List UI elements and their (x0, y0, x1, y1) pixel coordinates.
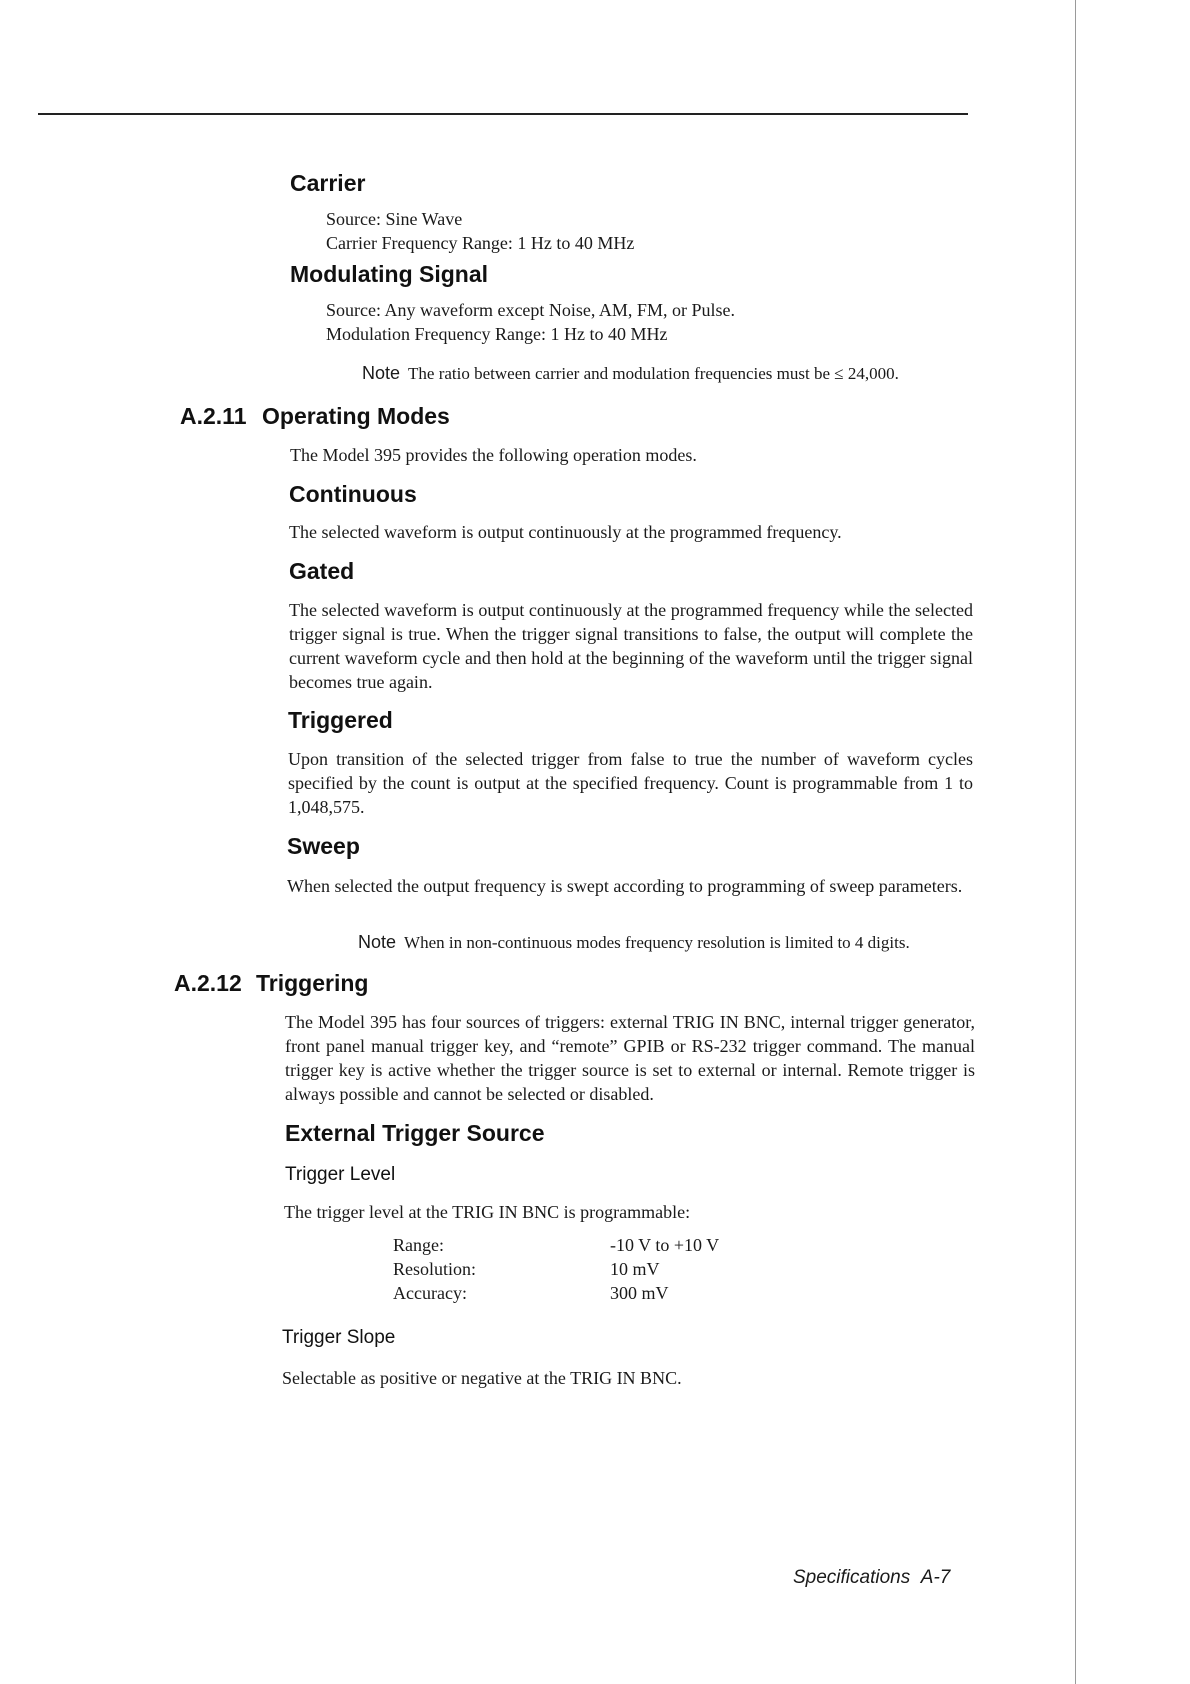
carrier-heading: Carrier (290, 170, 366, 196)
note-label: Note (358, 932, 397, 952)
trigger-level-intro: The trigger level at the TRIG IN BNC is programmable: (284, 1202, 691, 1222)
page-edge-line (1075, 0, 1076, 1684)
note-label: Note (362, 363, 401, 383)
section-number: A.2.11 (180, 403, 247, 429)
trigger-slope-text: Selectable as positive or negative at the TRIG IN BNC. (282, 1368, 682, 1388)
sweep-text: When selected the output frequency is swept according to programming of sweep parameters. (287, 876, 963, 896)
triggered-heading: Triggered (288, 707, 393, 733)
section-title: Operating Modes (262, 403, 450, 429)
note-text: When in non-continuous modes frequency resolution is limited to 4 digits. (404, 933, 910, 952)
section-title: Triggering (256, 970, 369, 996)
trigger-slope-heading: Trigger Slope (282, 1327, 396, 1348)
section-operating-modes (180, 403, 450, 430)
modulating-source: Source: Any waveform except Noise, AM, FM, or Pulse. (326, 300, 735, 320)
sweep-note (358, 932, 910, 953)
spec-label-accuracy: Accuracy: (393, 1283, 467, 1303)
gated-text: The selected waveform is output continuously at the programmed frequency while the selected trigger signal is true. When the trigger signal transitions to false, the output will complete the current waveform cycle and then hold at the beginning of the waveform until the trigger signal becomes true again. (289, 600, 973, 692)
footer (793, 1567, 950, 1589)
section-triggering (174, 970, 368, 997)
modulating-frequency-range: Modulation Frequency Range: 1 Hz to 40 MHz (326, 324, 668, 344)
gated-heading: Gated (289, 558, 355, 584)
modulating-note (362, 363, 899, 384)
carrier-source: Source: Sine Wave (326, 209, 463, 229)
section-number: A.2.12 (174, 970, 242, 996)
sweep-heading: Sweep (287, 833, 360, 859)
header-rule (38, 113, 968, 115)
spec-label-resolution: Resolution: (393, 1259, 477, 1279)
carrier-frequency-range: Carrier Frequency Range: 1 Hz to 40 MHz (326, 233, 635, 253)
spec-label-range: Range: (393, 1235, 444, 1255)
footer-page-number: A-7 (920, 1567, 951, 1588)
modulating-heading: Modulating Signal (290, 261, 489, 287)
spec-value-resolution: 10 mV (610, 1259, 660, 1279)
continuous-text: The selected waveform is output continuously at the programmed frequency. (289, 522, 842, 542)
continuous-heading: Continuous (289, 481, 417, 507)
spec-value-range: -10 V to +10 V (610, 1235, 720, 1255)
footer-section: Specifications (793, 1567, 911, 1588)
operating-modes-intro: The Model 395 provides the following operation modes. (290, 445, 697, 465)
triggered-text: Upon transition of the selected trigger from false to true the number of waveform cycles specified by the count is output at the specified frequency. Count is programmable from 1 to 1,048,575. (288, 749, 973, 817)
external-trigger-heading: External Trigger Source (285, 1120, 545, 1146)
triggering-intro: The Model 395 has four sources of triggers: external TRIG IN BNC, internal trigger generator, front panel manual trigger key, and “remote” GPIB or RS-232 trigger command. The manual trigger key is active whether the trigger source is set to external or internal. Remote trigger is always possible and cannot be selected or disabled. (285, 1012, 975, 1104)
trigger-level-heading: Trigger Level (285, 1164, 396, 1185)
spec-value-accuracy: 300 mV (610, 1283, 669, 1303)
note-text: The ratio between carrier and modulation frequencies must be ≤ 24,000. (408, 364, 899, 383)
